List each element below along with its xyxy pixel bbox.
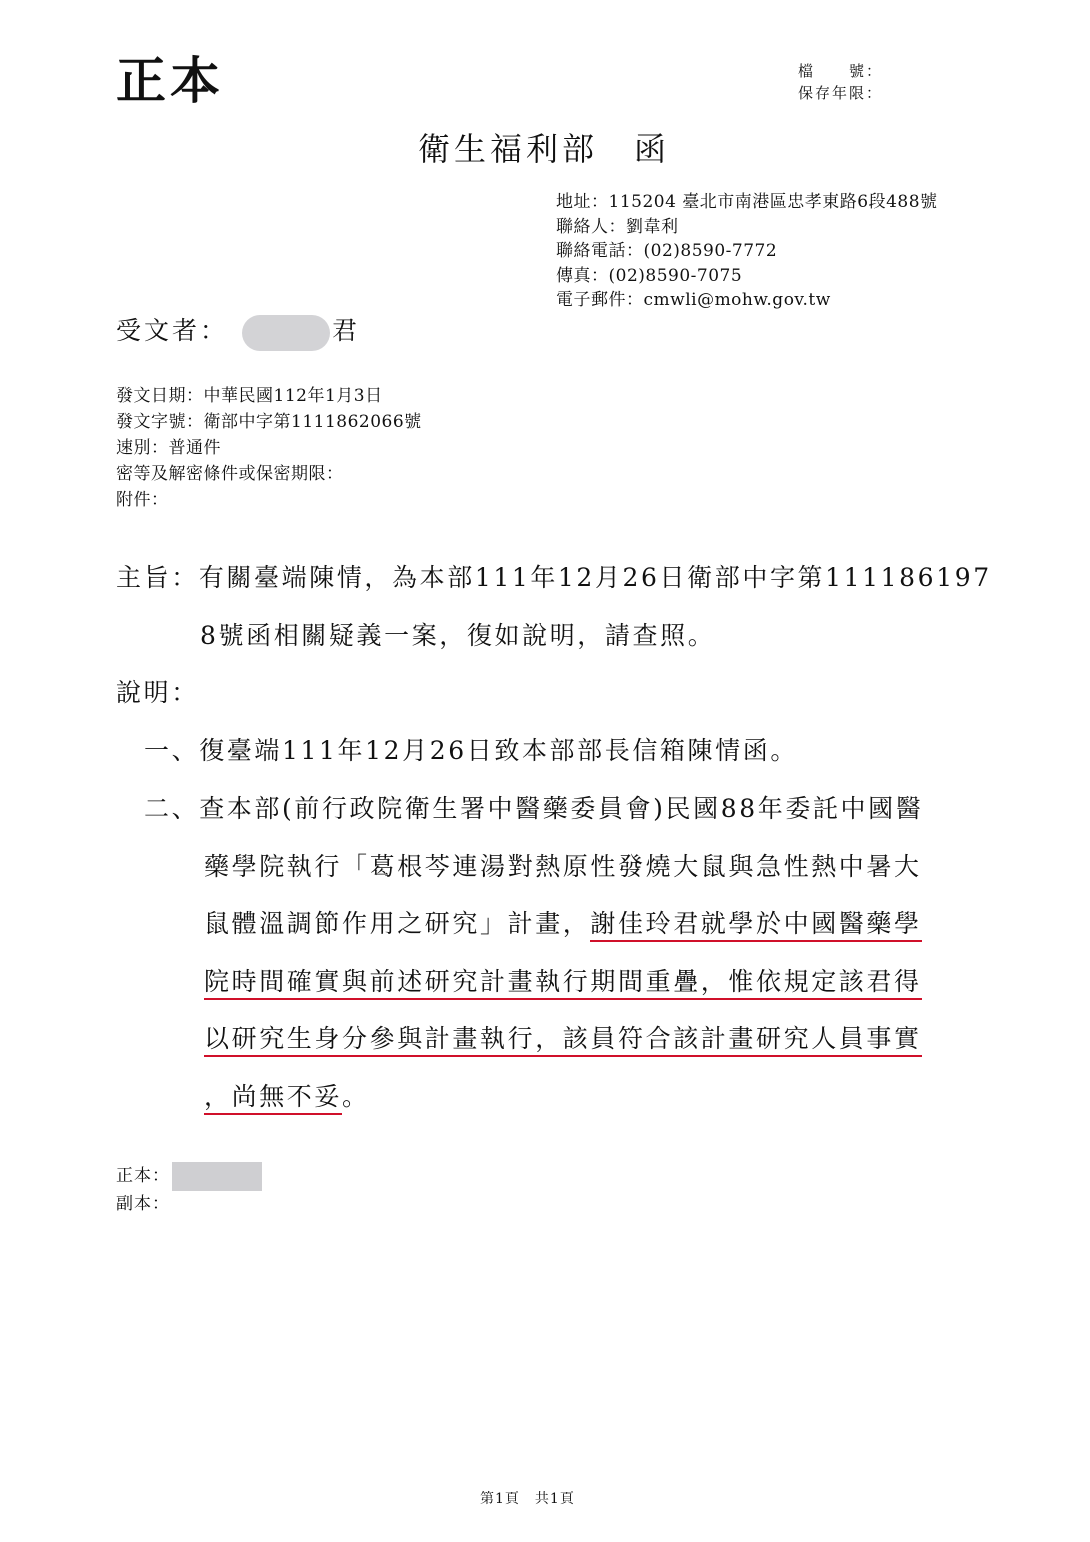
redacted-recipient-name <box>242 315 330 351</box>
original-copy-stamp: 正本 <box>116 51 224 110</box>
item-2-text-2: 藥學院執行「葛根芩連湯對熱原性發燒大鼠與急性熱中暑大 <box>204 852 922 881</box>
attachments: 附件： <box>116 490 169 510</box>
explanation-item-2-line-6 <box>204 1077 370 1117</box>
redacted-original-recipient <box>172 1162 262 1191</box>
retention-period-label: 保存年限： <box>798 84 884 102</box>
item-2-text-3b-underlined: 謝佳玲君就學於中國醫藥學 <box>590 909 921 942</box>
item-2-line-4-wrap <box>204 962 922 1002</box>
issue-date: 發文日期：中華民國112年1月3日 <box>116 386 383 406</box>
recipient-label: 受文者： <box>116 316 229 345</box>
document-number: 發文字號：衛部中字第1111862066號 <box>116 412 422 432</box>
item-2-text-3a: 鼠體溫調節作用之研究」計畫， <box>204 909 591 938</box>
explanation-item-2-line-1 <box>144 789 923 829</box>
subject-label: 主旨： <box>116 563 199 592</box>
recipient-line <box>116 314 360 351</box>
contact-address: 地址：115204 臺北市南港區忠孝東路6段488號 <box>556 192 938 212</box>
item-1-number: 一、 <box>144 736 200 765</box>
original-label: 正本： <box>116 1166 170 1186</box>
contact-fax: 傳真：(02)8590-7075 <box>556 265 743 286</box>
copies-block <box>116 1162 262 1217</box>
secrecy-level: 密等及解密條件或保密期限： <box>116 464 344 484</box>
recipient-suffix: 君 <box>332 316 361 345</box>
subject-line-1 <box>116 558 992 598</box>
item-2-line-5-wrap <box>204 1019 922 1059</box>
explanation-item-1 <box>144 731 798 771</box>
contact-phone: 聯絡電話：(02)8590-7772 <box>556 241 778 261</box>
item-2-text-5-underlined: 以研究生身分參與計畫執行，該員符合該計畫研究人員事實 <box>204 1024 922 1057</box>
contact-block <box>556 190 938 313</box>
document-title: 衛生福利部 函 <box>418 130 671 168</box>
subject-text-1: 有關臺端陳情，為本部111年12月26日衛部中字第111186197 <box>198 563 992 592</box>
copy-label: 副本： <box>116 1194 170 1214</box>
file-number-label: 檔 號： <box>798 62 884 80</box>
explanation-label: 說明： <box>116 678 199 707</box>
contact-email: 電子郵件：cmwli@mohw.gov.tw <box>556 290 831 310</box>
contact-person: 聯絡人：劉韋利 <box>556 216 679 237</box>
delivery-speed: 速別：普通件 <box>116 438 221 458</box>
document-meta <box>116 383 422 513</box>
file-info <box>798 60 883 104</box>
item-2-text-6b: 。 <box>342 1082 370 1111</box>
item-2-number: 二、 <box>144 794 200 823</box>
item-1-text: 復臺端111年12月26日致本部部長信箱陳情函。 <box>199 736 798 765</box>
page-footer: 第1頁 共1頁 <box>480 1491 575 1507</box>
item-2-text-4-underlined: 院時間確實與前述研究計畫執行期間重疊，惟依規定該君得 <box>204 967 922 1000</box>
item-2-text-1: 查本部(前行政院衛生署中醫藥委員會)民國88年委託中國醫 <box>199 794 924 823</box>
explanation-item-2-line-3 <box>204 904 922 944</box>
original-recipients <box>116 1162 262 1191</box>
item-2-text-6a-underlined: ，尚無不妥 <box>204 1082 342 1115</box>
subject-text-2: 8號函相關疑義一案，復如說明，請查照。 <box>200 621 716 650</box>
